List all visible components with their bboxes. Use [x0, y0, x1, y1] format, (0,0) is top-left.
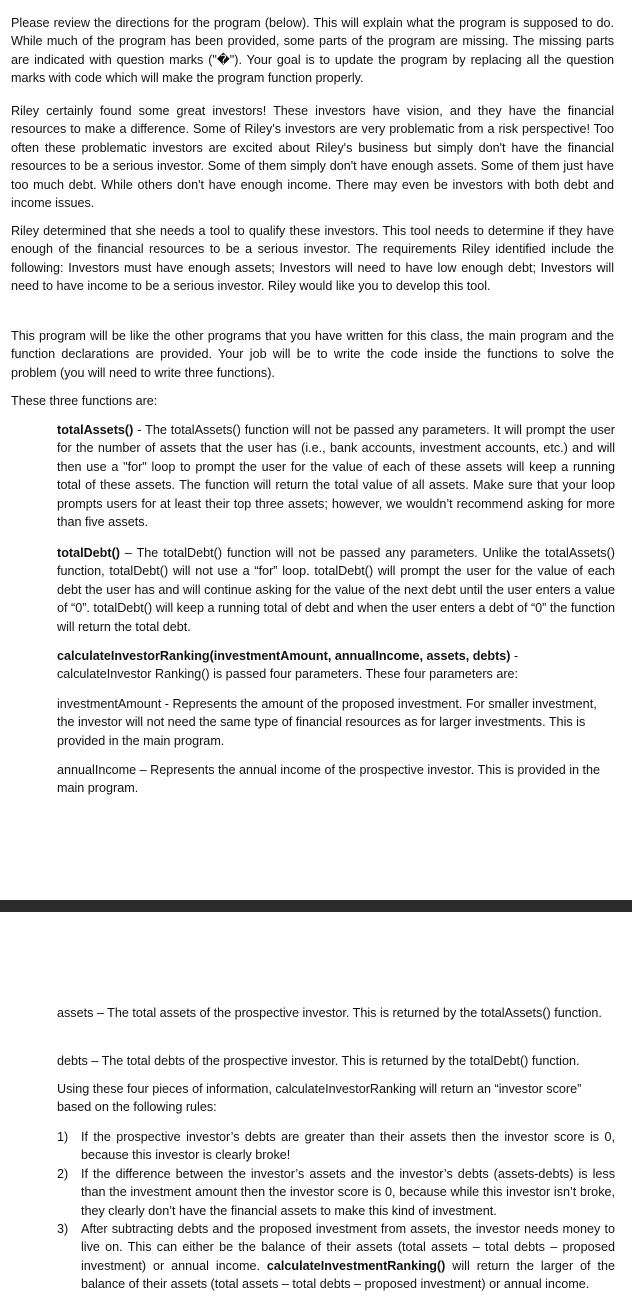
rule-number-3: 3) [57, 1222, 69, 1237]
rule-text-3-bold: calculateInvestmentRanking() [266, 1258, 446, 1273]
rule-item-1 [57, 1128, 615, 1165]
riley-investors-paragraph: Riley certainly found some great investors! These investors have vision, and they have the financial resources to make a difference. Some of Riley's investors are very problematic from a risk perspective! Too often these problematic investors are excited about Riley's business but simply don't have the financial resources to be a serious investor. Some of them simply don't have enough assets. Some of them just have too much debt. While others don't have enough income. There may even be investors with both debt and income issues. [11, 104, 614, 211]
page-divider [0, 900, 632, 912]
rule-item-2 [57, 1165, 615, 1220]
rule-number-1: 1) [57, 1130, 69, 1144]
directions-paragraph: Please review the directions for the program (below). This will explain what the program is supposed to do. While much of the program has been provided, some parts of the program are missing. The missing parts are indicated with question marks ("�"). Your goal is to update the program by replacing all the question marks with code which will make the program function properly. [11, 16, 614, 86]
calculate-ranking-function-name: calculateInvestorRanking(investmentAmount, annualIncome, assets, debts) [57, 649, 511, 663]
rule-item-3 [57, 1220, 615, 1294]
param-assets: assets – The total assets of the prospective investor. This is returned by the totalAssets() function. [57, 1006, 602, 1020]
param-annual-income: annualIncome – Represents the annual income of the prospective investor. This is provided in the main program. [57, 763, 601, 796]
rule-text-3-after: will return the larger of the balance of their assets (total assets – total debts – proposed investment) or annual income. [81, 1258, 615, 1292]
calculate-ranking-text: - calculateInvestor Ranking() is passed four parameters. These four parameters are: [57, 649, 519, 682]
total-assets-description [57, 421, 615, 531]
rule-text-2: If the difference between the investor’s assets and the investor’s debts (assets-debts) is less than the investment amount then the investor score is 0, because while this investor isn’t broke, they clearly don’t have the financial assets to make this kind of investment. [81, 1166, 615, 1218]
param-debts: debts – The total debts of the prospective investor. This is returned by the totalDebt() function. [57, 1054, 580, 1068]
total-assets-function-name: totalAssets() [57, 423, 134, 437]
three-functions-heading: These three functions are: [11, 394, 158, 408]
rule-number-2: 2) [57, 1166, 69, 1181]
param-investment-amount: investmentAmount - Represents the amount of the proposed investment. For smaller investment, the investor will not need the same type of financial resources as for larger investments. This is provided in the main program. [57, 697, 597, 748]
total-debt-description [57, 544, 615, 636]
rule-text-1: If the prospective investor’s debts are greater than their assets then the investor score is 0, because this investor is clearly broke! [81, 1130, 615, 1163]
riley-tool-paragraph: Riley determined that she needs a tool to qualify these investors. This tool needs to determine if they have enough of the financial resources to be a serious investor. The requirements Riley identified include the following: Investors must have enough assets; Investors will need to have low enough debt; Investors will need to have income to be a serious investor. Riley would like you to develop this tool. [11, 224, 614, 294]
total-debt-text: – The totalDebt() function will not be passed any parameters. Unlike the totalAssets() function, totalDebt() will not use a “for” loop. totalDebt() will prompt the user for the value of each debt the user has and will continue asking for the value of the next debt until the user enters a value of “0”. totalDebt() will keep a running total of debt and when the user enters a debt of “0” the function will return the total debt. [57, 546, 615, 634]
rule-text-3-before: After subtracting debts and the proposed investment from assets, the investor needs money to live on. This can either be the balance of their assets (total assets – total debts – proposed investment) or annual income. [81, 1222, 615, 1273]
rules-intro: Using these four pieces of information, calculateInvestorRanking will return an “investor score” based on the following rules: [57, 1082, 582, 1115]
rules-list [57, 1128, 615, 1294]
total-assets-text: - The totalAssets() function will not be passed any parameters. It will prompt the user for the number of assets that the user has (i.e., bank accounts, investment accounts, etc.) and will then use a "for" loop to prompt the user for the value of each of these assets will keep a running total of these assets. The function will return the total value of all assets. Make sure that your loop prompts users for at least their top three assets; however, we wouldn’t recommend asking for more than five assets. [57, 423, 615, 530]
total-debt-function-name: totalDebt() [57, 546, 120, 560]
program-description-paragraph: This program will be like the other programs that you have written for this class, the main program and the function declarations are provided. Your job will be to write the code inside the functions to solve the problem (you will need to write three functions). [11, 329, 614, 380]
calculate-ranking-description [57, 647, 615, 684]
page-bottom-section [0, 912, 632, 1307]
